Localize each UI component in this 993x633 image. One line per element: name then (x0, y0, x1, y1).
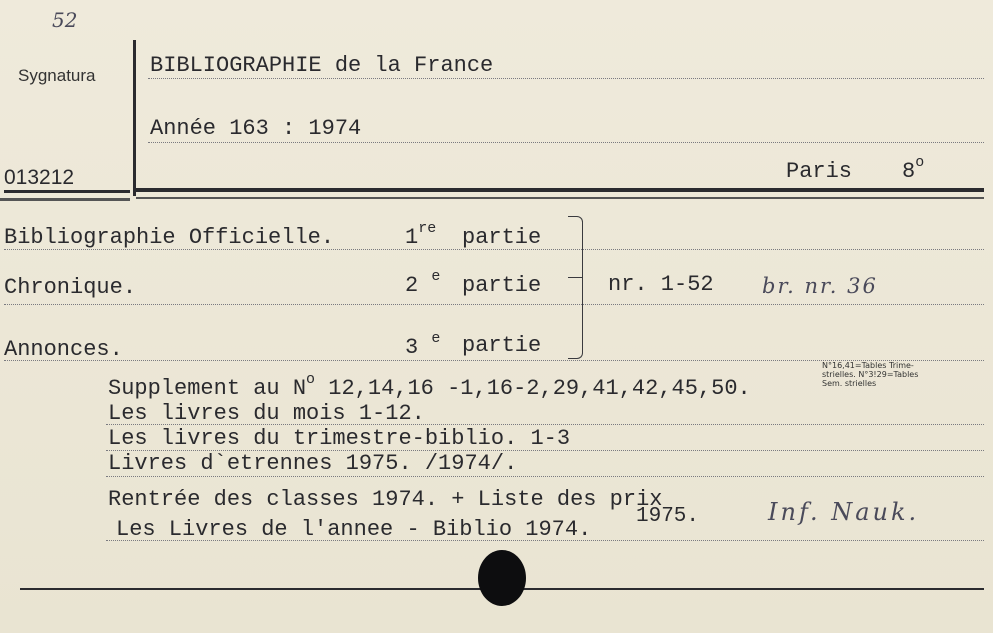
punch-hole (478, 550, 526, 606)
header-bottom-rule (133, 188, 984, 192)
brace-bottom (568, 276, 583, 359)
corner-number: 52 (52, 8, 78, 32)
title: BIBLIOGRAPHIE de la France (150, 53, 494, 78)
left-short-rule (0, 198, 130, 201)
line-1: Les livres du mois 1-12. (108, 401, 425, 426)
line-2: Les livres du trimestre-biblio. 1-3 (108, 426, 571, 451)
part-2-name: Chronique. (4, 275, 137, 300)
part-1-word: partie (462, 225, 542, 250)
place: Paris (786, 159, 853, 184)
format (902, 154, 925, 186)
header-vertical-rule (133, 40, 136, 196)
line-3-dotted-rule (106, 476, 984, 477)
supplement-line: Supplement au $N^o$ 12,14,16 -1,16-2,29,41,42,45,50. (108, 371, 751, 401)
years: Année 163 : 1974 (150, 116, 362, 141)
part-2-dotted-rule (4, 304, 984, 305)
line-1-dotted-rule (106, 424, 984, 425)
format-number: 8 (902, 159, 916, 184)
call-number: 013212 (4, 166, 75, 189)
brace-top (568, 216, 583, 278)
part-2-word: partie (462, 273, 542, 298)
part-3-name: Annonces. (4, 337, 123, 362)
correction-1975: 1975. (636, 505, 700, 528)
sygnatura-label: Sygnatura (18, 66, 96, 85)
supplement-note: N°16,41=Tables Trime- strielles. N°3!29=Tables Sem. strielles (822, 361, 919, 388)
line-4: Rentrée des classes 1974. + Liste des prix (108, 487, 663, 512)
part-1-num: 1re (405, 220, 437, 250)
handwritten-note-1: br. nr. 36 (762, 274, 878, 298)
title-dotted-rule (148, 78, 984, 79)
part-2-num: 2 $^e$ (405, 268, 441, 298)
numbers: nr. 1-52 (608, 272, 714, 297)
call-number-underline (4, 190, 130, 193)
line-3: Livres d`etrennes 1975. /1974/. (108, 451, 518, 476)
line-5: Les Livres de l'annee - Biblio 1974. (116, 517, 592, 542)
years-dotted-rule (148, 142, 984, 143)
handwritten-note-2: Inf. Nauk. (768, 498, 920, 526)
part-1-name: Bibliographie Officielle. (4, 225, 335, 250)
part-3-word: partie (462, 333, 542, 358)
part-1-dotted-rule (4, 249, 984, 250)
part-3-num: 3 $^e$ (405, 330, 441, 360)
line-5-dotted-rule (106, 540, 984, 541)
format-degree: o (915, 154, 925, 171)
header-second-rule (136, 197, 984, 199)
